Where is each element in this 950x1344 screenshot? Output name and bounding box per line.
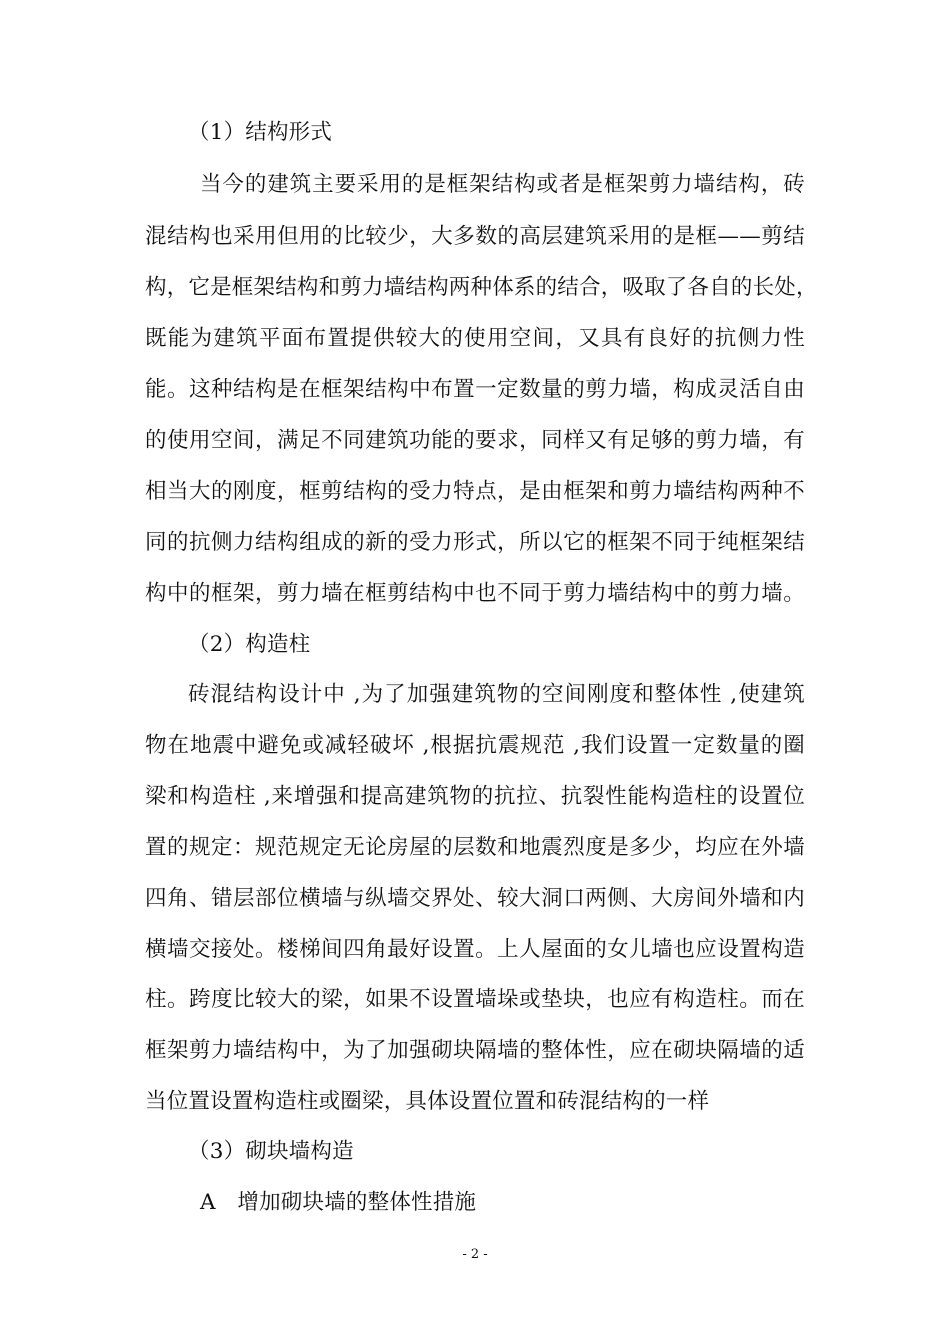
paragraph-2-line-9: 当位置设置构造柱或圈梁，具体设置位置和砖混结构的一样 [145,1089,710,1114]
section-3-heading: （3）砌块墙构造 [188,1139,354,1164]
section-3-subheading: A 增加砌块墙的整体性措施 [200,1190,477,1215]
paragraph-2-line-8: 框架剪力墙结构中，为了加强砌块隔墙的整体性，应在砌块隔墙的适 [145,1038,805,1063]
paragraph-2-line-2: 物在地震中避免或减轻破坏 ,根据抗震规范 ,我们设置一定数量的圈 [145,733,805,758]
paragraph-1-line-3: 构，它是框架结构和剪力墙结构两种体系的结合，吸取了各自的长处， [145,275,818,300]
paragraph-1-line-2: 混结构也采用但用的比较少，大多数的高层建筑采用的是框——剪结 [145,224,805,249]
paragraph-1-line-8: 同的抗侧力结构组成的新的受力形式，所以它的框架不同于纯框架结 [145,530,805,555]
paragraph-1-line-9: 构中的框架，剪力墙在框剪结构中也不同于剪力墙结构中的剪力墙。 [145,581,805,606]
paragraph-2-line-1: 砖混结构设计中 ,为了加强建筑物的空间刚度和整体性 ,使建筑 [188,682,805,707]
paragraph-1-line-1: 当今的建筑主要采用的是框架结构或者是框架剪力墙结构，砖 [200,172,805,197]
paragraph-2-line-5: 四角、错层部位横墙与纵墙交界处、较大洞口两侧、大房间外墙和内 [145,886,805,911]
paragraph-2-line-7: 柱。跨度比较大的梁，如果不设置墙垛或垫块，也应有构造柱。而在 [145,987,805,1012]
paragraph-1-line-6: 的使用空间，满足不同建筑功能的要求，同样又有足够的剪力墙，有 [145,428,805,453]
section-2-heading: （2）构造柱 [188,632,311,657]
paragraph-1-line-5: 能。这种结构是在框架结构中布置一定数量的剪力墙，构成灵活自由 [145,377,805,402]
paragraph-2-line-6: 横墙交接处。楼梯间四角最好设置。上人屋面的女儿墙也应设置构造 [145,937,805,962]
paragraph-2-line-3: 梁和构造柱 ,来增强和提高建筑物的抗拉、抗裂性能构造柱的设置位 [145,784,805,809]
section-1-heading: （1）结构形式 [188,120,333,145]
paragraph-2-line-4: 置的规定：规范规定无论房屋的层数和地震烈度是多少，均应在外墙 [145,835,805,860]
paragraph-1-line-7: 相当大的刚度，框剪结构的受力特点，是由框架和剪力墙结构两种不 [145,479,805,504]
paragraph-1-line-4: 既能为建筑平面布置提供较大的使用空间，又具有良好的抗侧力性 [145,326,805,351]
page-number: - 2 - [462,1247,488,1262]
